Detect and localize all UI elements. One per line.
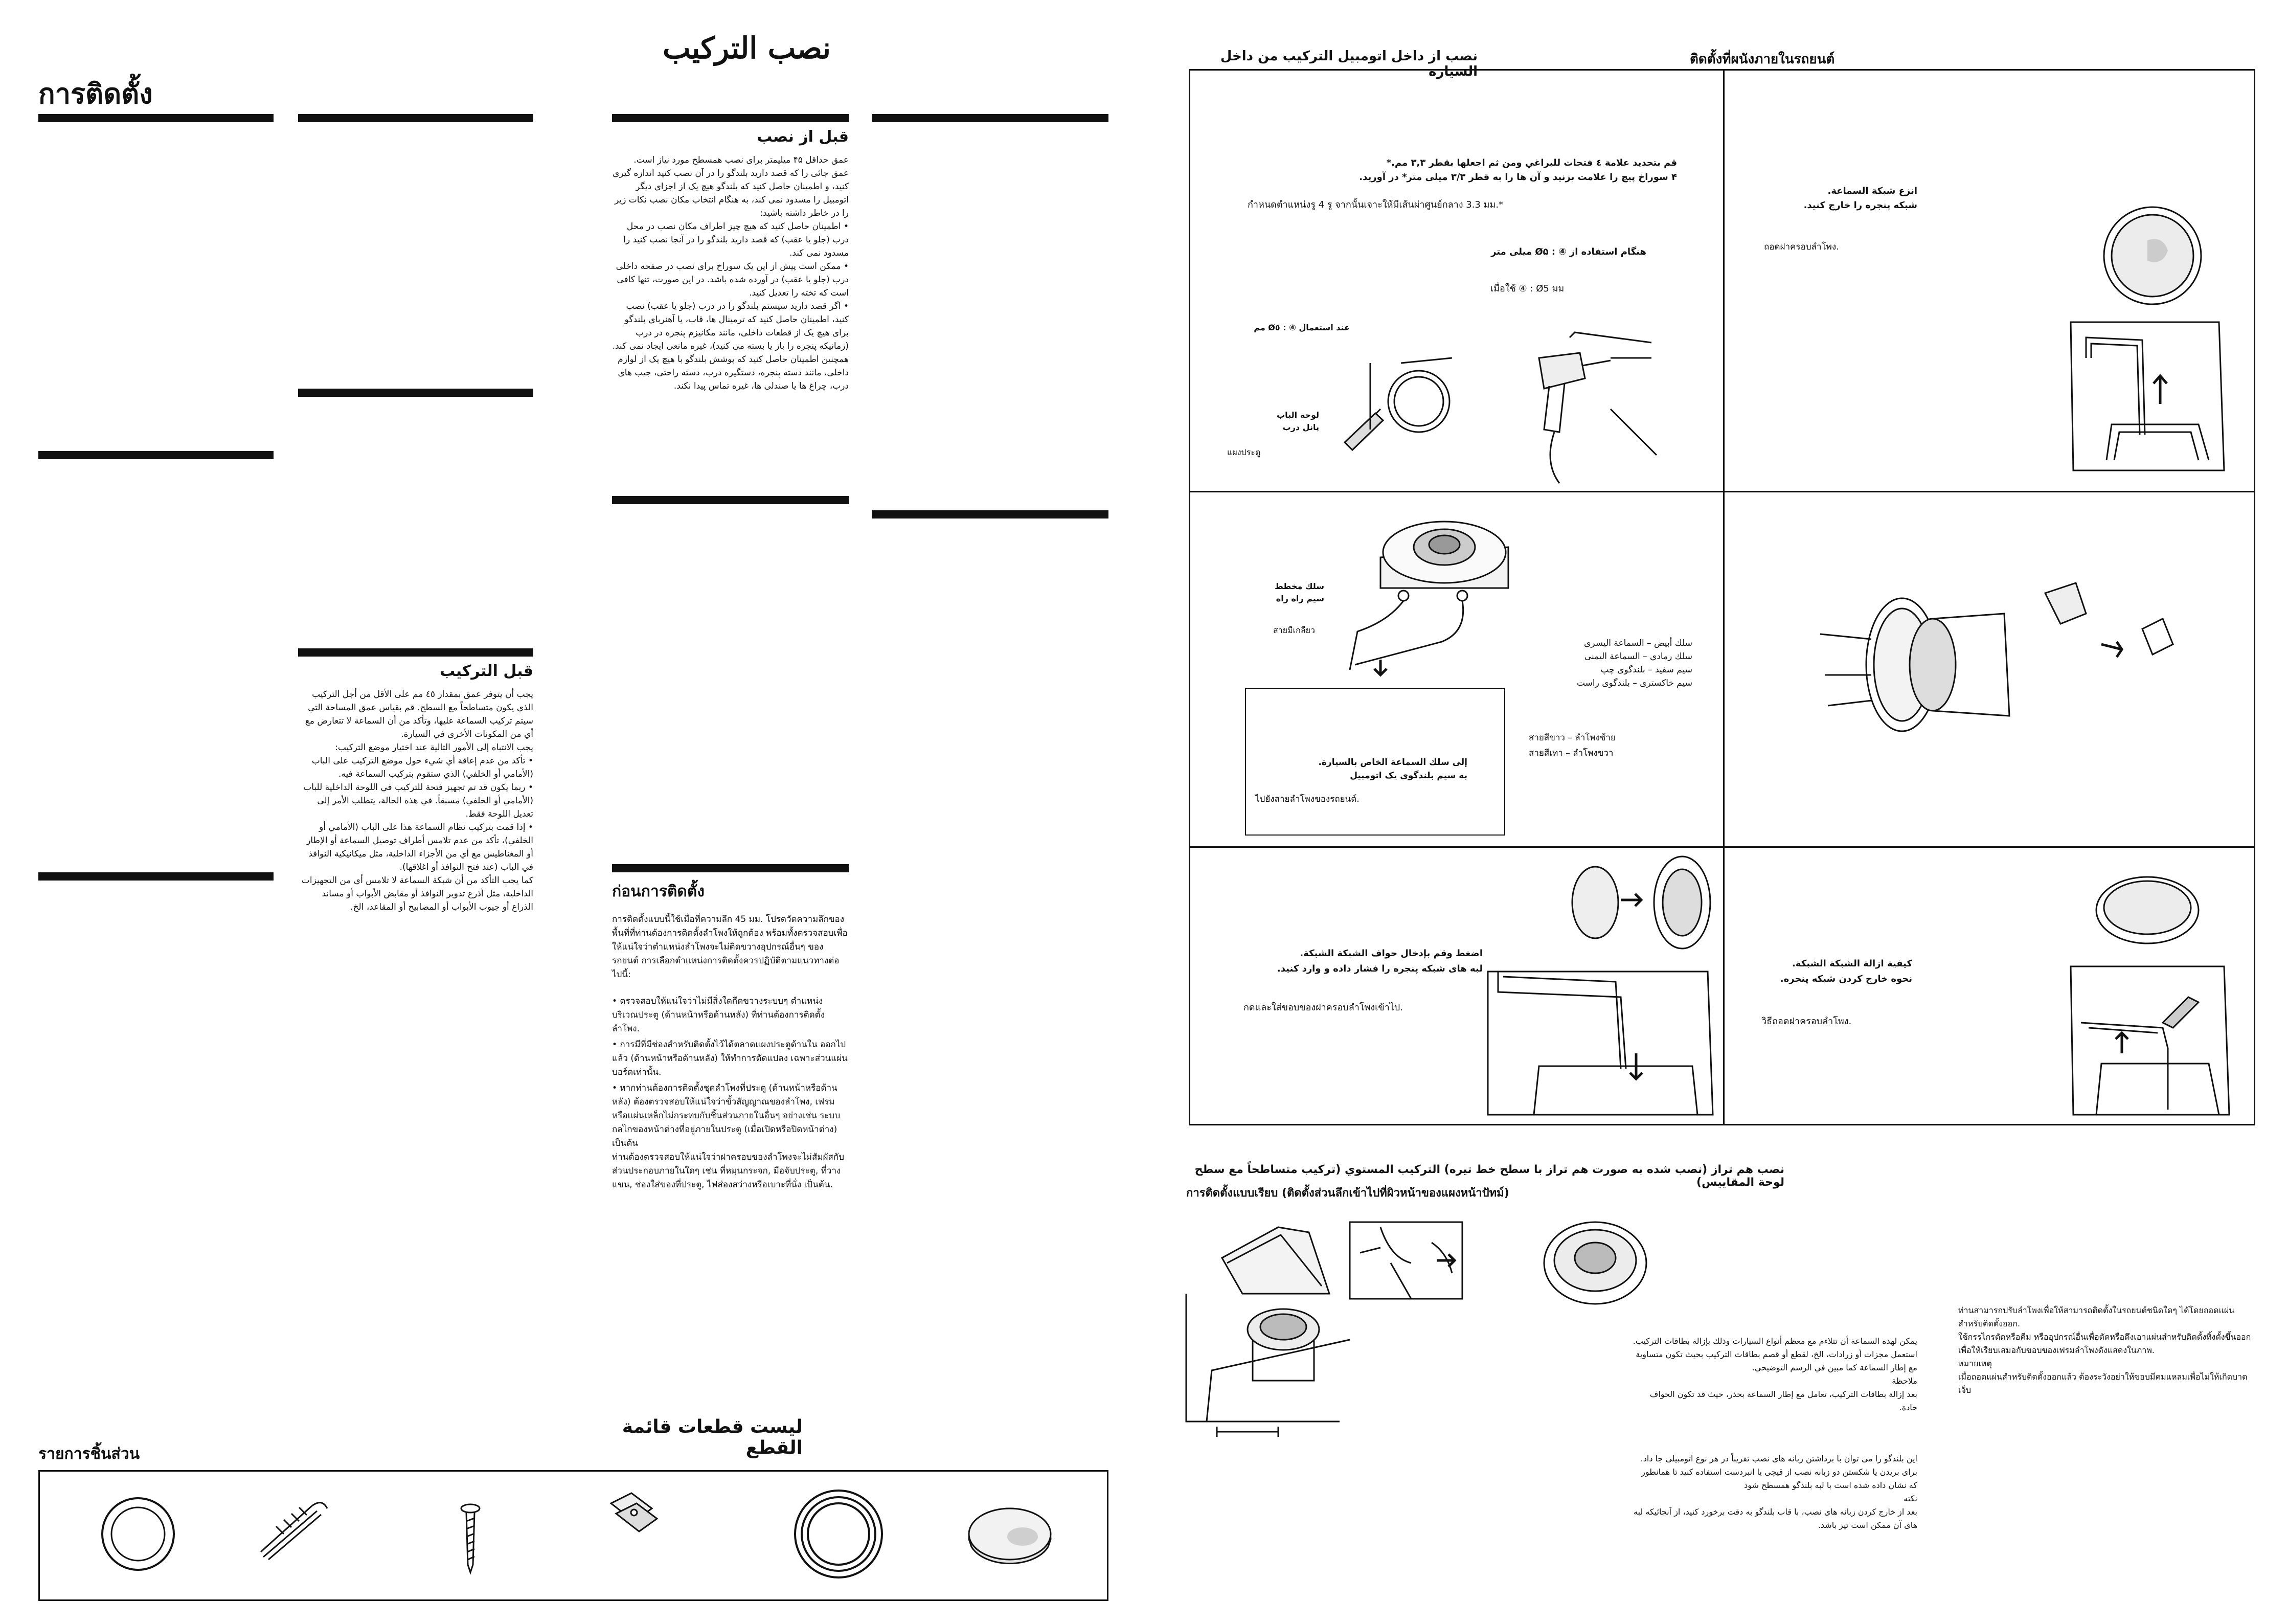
arabic-before-text: يجب أن يتوفر عمق بمقدار ٤٥ مم على الأقل من أجل التركيب الذي يكون متساطحاً مع السطح. قم بقياس عمق المساحة التي سيتم تركيب السماعة عليها، وتأكد من أن السماعة لا تتعارض مع أي من المكونات الأخرى في السيارة. يجب الانتباه إلى الأمور التالية عند اختيار موضع التركيب: • تأكد من عدم إعاقة أي شيء حول موضع التركيب على الباب (الأمامي أو الخلفي) الذي ستقوم بتركيب السماعة فيه. • ربما يكون قد تم تجهيز فتحة للتركيب في اللوحة الداخلية للباب (الأمامي أو الخلفي) مسبقاً. في هذه الحالة، يتطلب الأمر إلى تعديل اللوحة فقط. • إذا قمت بتركيب نظام السماعة هذا على الباب (الأمامي أو الخلفي)، تأكد من عدم تلامس أطراف توصيل السماعة أو الإطار أو المغناطيس مع أي من الأجزاء الداخلية، مثل ميكانيكية النوافذ في الباب (عند فتح النوافذ أو اغلاقها). كما يجب التأكد من أن شبكة السماعة لا تلامس أي من التجهيزات الداخلية، مثل أذرع تدوير النوافذ أو مقابض الأبواب أو مساند الذراع أو جيوب الأبواب أو المصابيح أو المقاعد، الخ.	[301, 689, 533, 912]
persian-title: نصب التركيب	[663, 31, 831, 65]
thai-bullet-2: • การมีที่มีช่องสำหรับติดตั้งไว้ได้ตลาดแผงประตูด้านใน ออกไปแล้ว (ด้านหน้าหรือด้านหลัง) ให้ทำการตัดแปลง เฉพาะส่วนแผ่นบอร์ดเท่านั้น.	[612, 1040, 848, 1077]
persian-before-text: عمق حداقل ۴۵ میلیمتر برای نصب همسطح مورد نیاز است. عمق جائی را که قصد دارید بلندگو را در آن نصب کنید اندازه گیری کنید، و اطمینان حاصل کنید که بلندگو هیچ یک از اجزای دیگر اتومبیل را مسدود نمی کند، به هنگام انتخاب مکان نصب نکات زیر را در خاطر داشته باشید: • اطمینان حاصل کنید که هیچ چیز اطراف مکان نصب در محل درب (جلو یا عقب) که قصد دارید بلندگو را در آنجا نصب کنید را مسدود نمی کند. • ممکن است پیش از این یک سوراخ برای نصب در صفحه داخلی درب (جلو یا عقب) در آورده شده باشد. در این صورت، تنها کافی است که تخته را تعدیل کنید. • اگر قصد دارید سیستم بلندگو را در درب (جلو یا عقب) نصب کنید، اطمینان حاصل کنید که ترمینال ها، قاب، یا آهنربای بلندگو برای هیچ یک از قطعات داخلی، مانند مکانیزم پنجره در درب (زمانیکه پنجره را باز یا بسته می کنید)، غیره مانعی ایجاد نمی کند. همچنین اطمینان حاصل کنید که پوشش بلندگو با هیچ یک از لوازم داخلی، مانند دسته پنجره، دستگیره درب، دسته راحتی، جیب های درب، چراغ ها یا صندلی ها، غیره تماس پیدا نکند.	[612, 155, 849, 391]
rule-col3-mid	[612, 496, 849, 504]
striped-cord-label: سلك مخطط سیم راه راه	[1275, 581, 1324, 603]
inside-car-header: نصب از داخل اتومبیل التركيب من داخل السيارة	[1220, 49, 1478, 79]
flush-note-persian: این بلندگو را می توان با برداشتن زبانه های نصب تقریباً در هر نوع اتومبیلی جا داد. برای بریدن یا شکستن دو زبانه نصب از قیچی یا انبردست استفاده کنید تا همانطور که نشان داده شده است با لبه بلندگو همسطح شود نکته بعد از خارج کردن زبانه های نصب، با قاب بلندگو به دقت برخورد کنید، از آنجائیکه لبه های آن ممکن است تیز باشد.	[1633, 1454, 1917, 1530]
how-remove-thai: วิธีถอดฝาครอบลำโพง.	[1761, 1016, 1852, 1027]
thai-title: การติดตั้ง	[38, 77, 153, 110]
arabic-before-title: قبل التركيب	[439, 662, 533, 680]
rule-col3-thai	[612, 864, 849, 872]
rule-col2-top	[298, 114, 533, 122]
using-ar: عند استعمال ④ : Ø٥ مم	[1254, 323, 1350, 332]
thai-before-text: การติดตั้งแบบนี้ใช้เมื่อที่ความลึก 45 มม. โปรดวัดความลึกของพื้นที่ที่ท่านต้องการติดตั้งลำโพงให้ถูกต้อง พร้อมทั้งตรวจสอบเพื่อให้แน่ใจว่าตำแหน่งลำโพงจะไม่ติดขวางอุปกรณ์อื่นๆ ของรถยนต์ การเลือกตำแหน่งการติดตั้งควรปฏิบัติตามแนวทางต่อไปนี้:	[612, 914, 848, 980]
persian-before-title: قبل از نصب	[757, 128, 849, 146]
flush-mount-icon	[1186, 1294, 1350, 1437]
to-car-speaker: إلى سلك السماعة الخاص بالسيارة. به سیم بلندگوی یک اتومبیل	[1318, 757, 1467, 781]
thai-bullet-3: • หากท่านต้องการติดตั้งชุดลำโพงที่ประตู (ด้านหน้าหรือด้านหลัง) ต้องตรวจสอบให้แน่ใจว่าขั้วสัญญาณของลำโพง, เฟรมหรือแผ่นเหล็กไม่กระทบกับชิ้นส่วนภายในอื่นๆ อย่างเช่น ระบบกลไกของหน้าต่างที่อยู่ภายในประตู (เมื่อเปิดหรือปิดหน้าต่าง) เป็นต้น	[612, 1083, 841, 1148]
to-car-speaker-thai: ไปยังสายลำโพงของรถยนต์.	[1255, 794, 1360, 804]
parts-box	[38, 1470, 1108, 1601]
grid-row-divider-2	[1190, 846, 2254, 848]
thai-before-title: ก่อนการติดตั้ง	[612, 883, 705, 900]
flush-header-thai: การติดตั้งแบบเรียบ (ติดตั้งส่วนลึกเข้าไปที่ผิวหน้าของแผงหน้าปัทม์)	[1186, 1187, 1509, 1200]
using-fa: هنگام استفاده از ④ : Ø۵ میلی متر	[1491, 246, 1646, 257]
remove-grille-thai: ถอดฝาครอบลำโพง.	[1764, 242, 1839, 252]
inside-car-header-thai: ติดตั้งที่ผนังภายในรถยนต์	[1690, 52, 1835, 67]
thai-parts-title: รายการชิ้นส่วน	[38, 1445, 140, 1463]
grid-row-divider-1	[1190, 491, 2254, 492]
cut-tab-icon	[1350, 1222, 1462, 1299]
door-panel-label: لوحة الباب پانل درب	[1277, 410, 1319, 432]
trimmed-speaker-icon	[1544, 1222, 1646, 1304]
how-remove-text: كيفية ازالة الشبكة الشبكة. نحوه خارج کردن شبکه پنجره.	[1780, 958, 1912, 984]
flush-header: نصب هم تراز (نصب شده به صورت هم تراز با سطح خط تیره) التركيب المستوي (تركيب متساطحاً مع سطح لوحة المقاييس)	[1194, 1163, 1784, 1189]
using-thai: เมื่อใช้ ④ : Ø5 มม	[1490, 283, 1565, 294]
mark-holes-text: قم بتحديد علامة ٤ فتحات للبراغي ومن ثم اجعلها بقطر ٣,٣ مم.* ۴ سوراخ پیچ را علامت بزنید و آن ها را به قطر ۳/۳ میلی متر* در آورید.	[1359, 157, 1677, 183]
striped-cord-thai: สายมีเกลียว	[1273, 625, 1315, 635]
press-grille-thai: กดและใส่ขอบของฝาครอบลำโพงเข้าไป.	[1243, 1002, 1403, 1013]
parts-list-title: لیست قطعات قائمة القطع	[622, 1416, 803, 1458]
dashboard-icon	[1222, 1227, 1329, 1294]
rule-col1-low	[38, 872, 274, 881]
rule-col1-mid	[38, 451, 274, 459]
thai-bullet-4: ท่านต้องตรวจสอบให้แน่ใจว่าฝาครอบของลำโพงจะไม่สัมผัสกับส่วนประกอบภายในใดๆ เช่น ที่หมุนกระจก, มือจับประตู, ที่วางแขน, ช่องใส่ของที่ประตู, ไฟส่องสว่างหรือเบาะที่นั่ง เป็นต้น.	[612, 1152, 845, 1190]
remove-grille-text: انزع شبكة السماعة. شبکه پنجره را خارج کنید.	[1803, 186, 1917, 211]
rule-col3-top	[612, 114, 849, 122]
thai-bullet-1: • ตรวจสอบให้แน่ใจว่าไม่มีสิ่งใดกีดขวางระบบๆ ตำแหน่งบริเวณประตู (ด้านหน้าหรือด้านหลัง) ที่ท่านต้องการติดตั้งลำโพง.	[612, 996, 825, 1034]
rule-col4-mid	[872, 510, 1108, 518]
grid-vertical-divider	[1723, 71, 1725, 1124]
rule-col2-arabic	[298, 648, 533, 657]
flush-note-arabic: يمكن لهذه السماعة أن تتلاءم مع معظم أنواع السيارات وذلك بإزالة بطاقات التركيب. استعمل مجزات أو زرادات، الخ، لقطع أو قصم بطاقات التركيب بحيث تكون متساوية مع إطار السماعة كما مبين في الرسم التوضيحي. ملاحظة بعد إزالة بطاقات التركيب، تعامل مع إطار السماعة بحذر، حيث قد تكون الحواف حادة.	[1633, 1336, 1917, 1412]
door-panel-thai: แผงประตู	[1227, 447, 1261, 457]
press-grille-text: اضغط وقم بإدخال حواف الشبكة الشبكة. لبه های شبکه پنجره را فشار داده و وارد کنید.	[1277, 948, 1483, 974]
mark-holes-thai: กำหนดตำแหน่งรู 4 รู จากนั้นเจาะให้มีเส้นผ่าศูนย์กลาง 3.3 มม.*	[1248, 199, 1504, 210]
wire-labels: سلك أبيض – السماعة اليسرى سلك رمادي – السماعة اليمنى سیم سفید – بلندگوی چپ سیم خاکستری – بلندگوی راست	[1576, 638, 1692, 688]
rule-col2-mid	[298, 389, 533, 397]
wire-labels-thai: สายสีขาว – ลำโพงซ้าย สายสีเทา – ลำโพงขวา	[1529, 733, 1616, 758]
rule-col1-top	[38, 114, 274, 122]
arrow-icon	[1437, 1254, 1455, 1267]
flush-note-thai: ท่านสามารถปรับลำโพงเพื่อให้สามารถติดตั้งในรถยนต์ชนิดใดๆ ได้โดยถอดแผ่นสำหรับติดตั้งออก. ใช้กรรไกรตัดหรือคีม หรืออุปกรณ์อื่นเพื่อตัดหรือดึงเอาแผ่นสำหรับติดตั้งทิ้งตั้งขึ้นออกเพื่อให้เรียบเสมอกับขอบของเฟรมลำโพงดังแสดงในภาพ. หมายเหตุ เมื่อถอดแผ่นสำหรับติดตั้งออกแล้ว ต้องระวังอย่าให้ขอบมีคมแหลมเพื่อไม่ให้เกิดบาดเจ็บ	[1958, 1305, 2251, 1395]
rule-col4-top	[872, 114, 1108, 122]
